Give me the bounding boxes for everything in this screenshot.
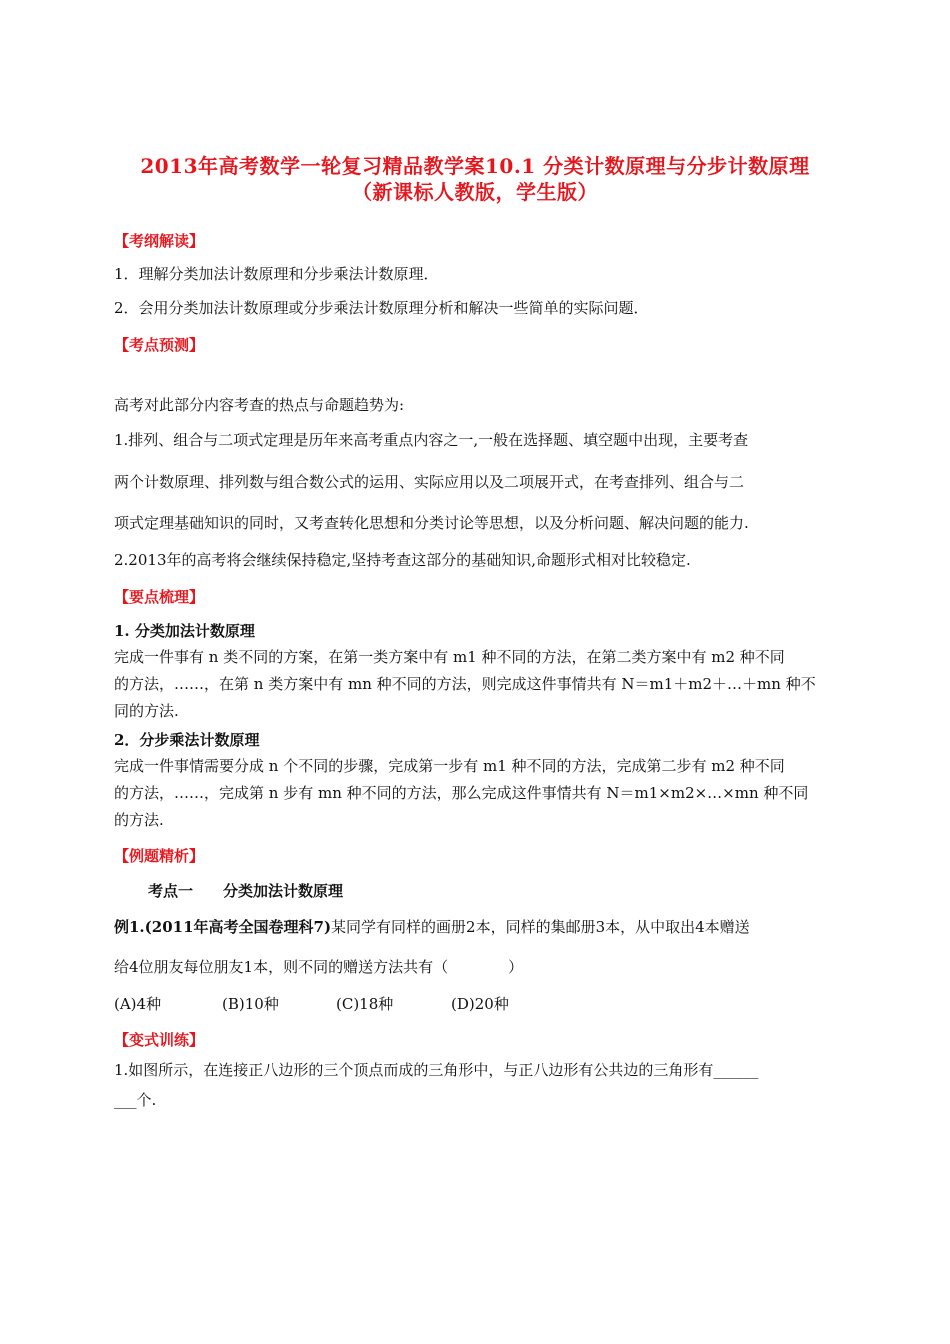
option-a: (A)4种 [114, 995, 162, 1013]
section-heading-liti: 【例题精析】 [114, 847, 205, 865]
option-b: (B)10种 [222, 995, 279, 1013]
kaogang-item-1: 1．理解分类加法计数原理和分步乘法计数原理． [114, 265, 439, 283]
kaogang-item-2: 2．会用分类加法计数原理或分步乘法计数原理分析和解决一些简单的实际问题． [114, 299, 649, 317]
doc-title-line1: 2013年高考数学一轮复习精品教学案10.1 分类计数原理与分步计数原理 [140, 154, 810, 178]
yaodian-s1-line3: 同的方法. [114, 702, 179, 720]
kaodian-intro: 高考对此部分内容考查的热点与命题趋势为: [114, 396, 405, 414]
section-heading-bianshi: 【变式训练】 [114, 1031, 205, 1049]
yaodian-s1-line1: 完成一件事有 n 类不同的方案，在第一类方案中有 m1 种不同的方法，在第二类方案中有 m2 种不同 [114, 648, 785, 666]
example-1-text: 某同学有同样的画册2本，同样的集邮册3本，从中取出4本赠送 [331, 918, 750, 936]
kaodian-p2: 2.2013年的高考将会继续保持稳定,坚持考查这部分的基础知识,命题形式相对比较稳定. [114, 551, 691, 569]
yaodian-s2-line1: 完成一件事情需要分成 n 个不同的步骤，完成第一步有 m1 种不同的方法，完成第二步有 m2 种不同 [114, 757, 785, 775]
yaodian-s2-line3: 的方法. [114, 811, 164, 829]
example-1-line2: 给4位朋友每位朋友1本，则不同的赠送方法共有（ ） [114, 958, 524, 976]
example-1-label: 例1.(2011年高考全国卷理科7) [114, 918, 332, 936]
kaodian-one-title: 考点一 分类加法计数原理 [148, 882, 344, 900]
kaodian-p1-line3: 项式定理基础知识的同时，又考查转化思想和分类讨论等思想，以及分析问题、解决问题的能力. [114, 514, 749, 532]
bianshi-line1: 1.如图所示，在连接正八边形的三个顶点而成的三角形中，与正八边形有公共边的三角形有______ [114, 1061, 759, 1079]
doc-title-line2: （新课标人教版，学生版） [352, 180, 598, 204]
section-heading-yaodian: 【要点梳理】 [114, 588, 205, 606]
option-d: (D)20种 [451, 995, 509, 1013]
section-heading-kaodian: 【考点预测】 [114, 336, 205, 354]
example-1-line1 [114, 917, 750, 937]
bianshi-line2: ___个. [114, 1091, 157, 1109]
yaodian-s1-line2: 的方法，……，在第 n 类方案中有 mn 种不同的方法，则完成这件事情共有 N＝m1＋m2＋…＋mn 种不 [114, 675, 816, 693]
yaodian-subtitle-1: 1. 分类加法计数原理 [114, 622, 255, 640]
kaodian-p1-line2: 两个计数原理、排列数与组合数公式的运用、实际应用以及二项展开式，在考查排列、组合与二 [114, 473, 745, 491]
kaodian-p1-line1: 1.排列、组合与二项式定理是历年来高考重点内容之一,一般在选择题、填空题中出现，主要考查 [114, 431, 749, 449]
yaodian-s2-line2: 的方法，……，完成第 n 步有 mn 种不同的方法，那么完成这件事情共有 N＝m1×m2×…×mn 种不同 [114, 784, 809, 802]
section-heading-kaogang: 【考纲解读】 [114, 232, 205, 250]
option-c: (C)18种 [336, 995, 394, 1013]
yaodian-subtitle-2: 2．分步乘法计数原理 [114, 731, 260, 749]
